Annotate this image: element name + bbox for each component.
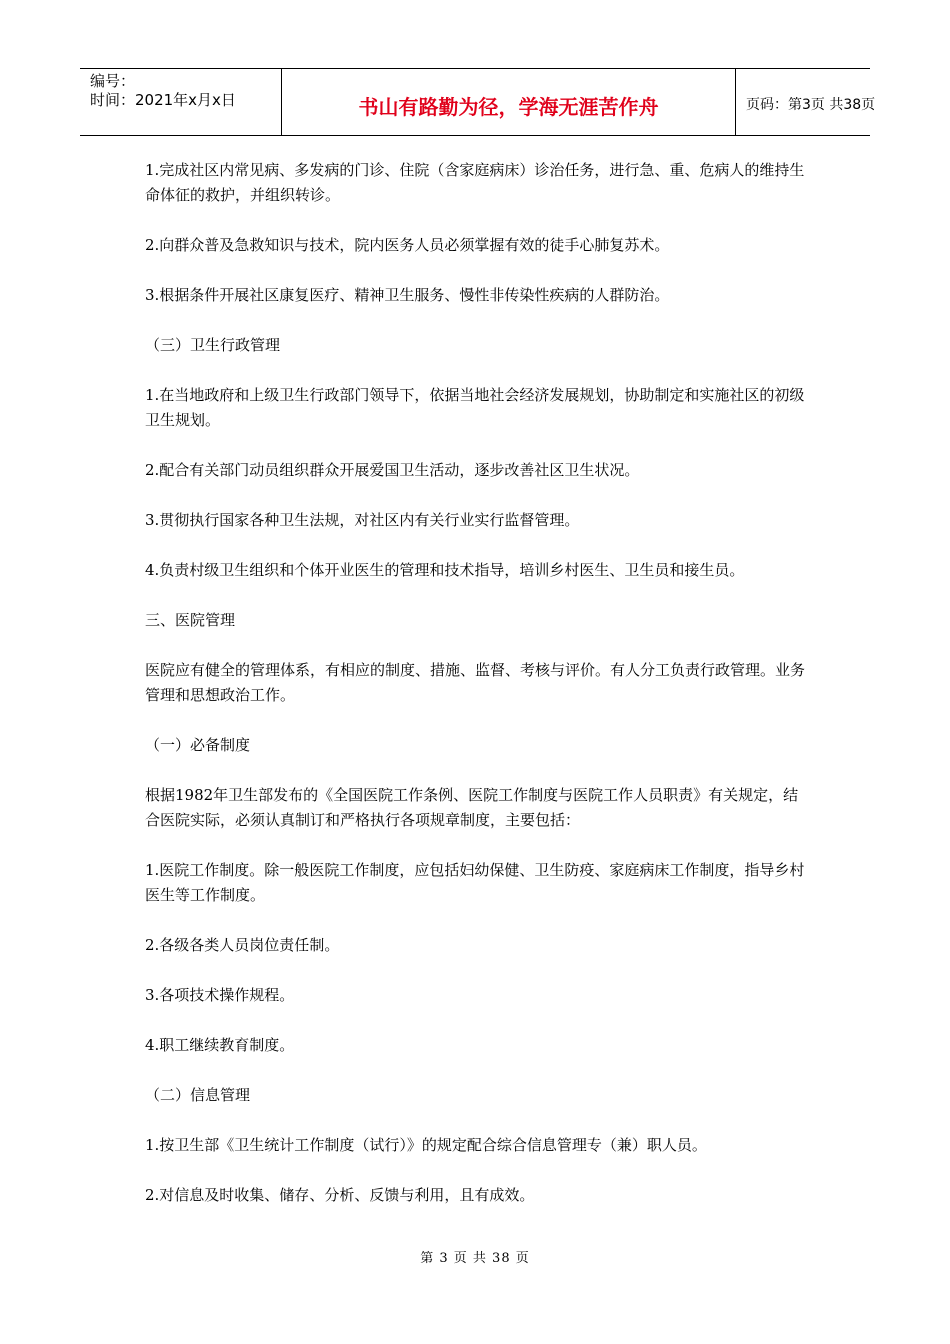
document-body <box>145 158 810 1208</box>
paragraph: 4.职工继续教育制度。 <box>145 1036 295 1054</box>
paragraph: 3.各项技术操作规程。 <box>145 986 295 1004</box>
paragraph: 2.向群众普及急救知识与技术，院内医务人员必须掌握有效的徒手心肺复苏术。 <box>145 236 670 254</box>
section-heading: （三）卫生行政管理 <box>145 336 281 354</box>
header-page-info: 页码：第3页 共38页 <box>746 97 876 113</box>
paragraph: 1.医院工作制度。除一般医院工作制度，应包括妇幼保健、卫生防疫、家庭病床工作制度，指导乡村医生等工作制度。 <box>145 861 805 904</box>
section-heading: 三、医院管理 <box>145 611 236 629</box>
paragraph: 3.贯彻执行国家各种卫生法规，对社区内有关行业实行监督管理。 <box>145 511 580 529</box>
page-footer: 第 3 页 共 38 页 <box>420 1251 530 1266</box>
section-heading: （一）必备制度 <box>145 736 251 754</box>
paragraph: 3.根据条件开展社区康复医疗、精神卫生服务、慢性非传染性疾病的人群防治。 <box>145 286 670 304</box>
page-header <box>80 68 876 136</box>
paragraph: 2.配合有关部门动员组织群众开展爱国卫生活动，逐步改善社区卫生状况。 <box>145 461 640 479</box>
number-label: 编号： <box>90 72 136 90</box>
paragraph: 2.各级各类人员岗位责任制。 <box>145 936 340 954</box>
section-heading: （二）信息管理 <box>145 1086 251 1104</box>
paragraph: 4.负责村级卫生组织和个体开业医生的管理和技术指导，培训乡村医生、卫生员和接生员。 <box>145 561 745 579</box>
header-motto: 书山有路勤为径，学海无涯苦作舟 <box>282 69 736 135</box>
paragraph: 1.完成社区内常见病、多发病的门诊、住院（含家庭病床）诊治任务，进行急、重、危病人的维持生命体征的救护，并组织转诊。 <box>145 161 805 204</box>
header-meta <box>80 69 282 135</box>
time-label: 时间：2021年x月x日 <box>90 91 236 109</box>
paragraph: 1.按卫生部《卫生统计工作制度（试行）》的规定配合综合信息管理专（兼）职人员。 <box>145 1136 707 1154</box>
paragraph: 医院应有健全的管理体系，有相应的制度、措施、监督、考核与评价。有人分工负责行政管理。业务管理和思想政治工作。 <box>145 661 806 704</box>
paragraph: 2.对信息及时收集、储存、分析、反馈与利用，且有成效。 <box>145 1186 535 1204</box>
paragraph: 1.在当地政府和上级卫生行政部门领导下，依据当地社会经济发展规划，协助制定和实施社区的初级卫生规划。 <box>145 386 805 429</box>
paragraph: 根据1982年卫生部发布的《全国医院工作条例、医院工作制度与医院工作人员职责》有关规定，结合医院实际，必须认真制订和严格执行各项规章制度，主要包括： <box>145 786 799 829</box>
